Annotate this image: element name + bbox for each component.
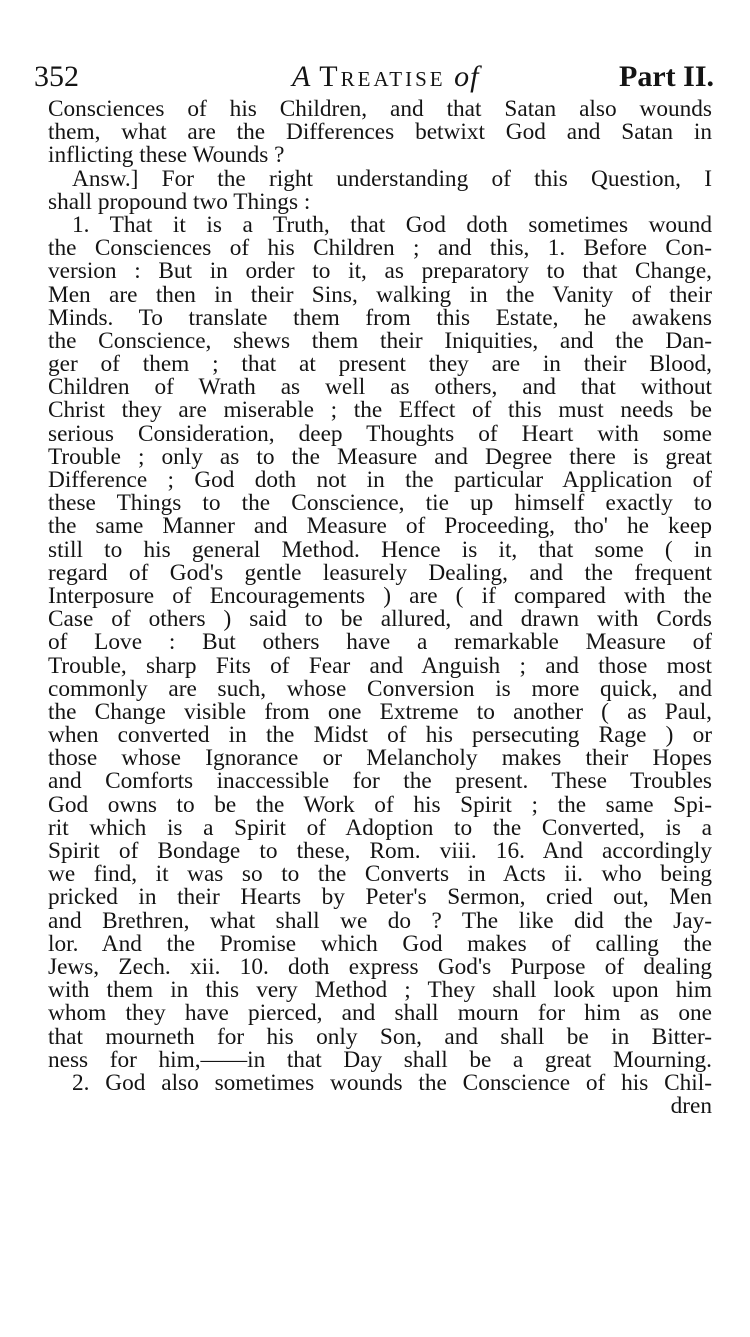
text-line: those whose Ignorance or Melancholy makes their Hopes [48,745,712,772]
text-line: version : But in order to it, as preparatory to that Change, [48,258,712,285]
text-line: rit which is a Spirit of Adoption to the Converted, is a [48,814,712,841]
text-line: and Comforts inaccessible for the present. These Troubles [48,768,712,795]
text-line: lor. And the Promise which God makes of calling the [48,930,712,957]
text-line: Spirit of Bondage to these, Rom. viii. 16. And accordingly [48,838,712,864]
text-line: with them in this very Method ; They shall look upon him [48,977,712,1004]
text-line: shall propound two Things : [48,188,311,215]
running-title-a: A [292,60,311,93]
text-line: the Change visible from one Extreme to another ( as Paul, [48,698,712,725]
text-line: inflicting these Wounds ? [48,142,285,169]
text-line: the Consciences of his Children ; and this, 1. Before Con- [48,235,712,262]
running-title-of: of [454,60,480,93]
text-line: Children of Wrath as well as others, and that without [48,374,712,401]
text-line: pricked in their Hearts by Peter's Sermon, cried out, Men [48,884,712,911]
catchword: dren [670,1093,712,1120]
text-line: ness for him,——in that Day shall be a great Mourning. [48,1046,712,1073]
text-line: Consciences of his Children, and that Satan also wounds [48,96,712,122]
text-line: these Things to the Conscience, tie up himself exactly to [48,490,712,517]
text-line: commonly are such, whose Conversion is more quick, and [48,675,712,702]
text-line: Case of others ) said to be allured, and drawn with Cords [48,606,712,633]
text-line: regard of God's gentle leasurely Dealing, and the frequent [48,559,712,586]
text-line: Difference ; God doth not in the particular Application of [48,467,712,493]
text-line: Trouble, sharp Fits of Fear and Anguish ; and those most [48,652,712,679]
text-line: them, what are the Differences betwixt God and Satan in [48,119,712,146]
text-line: Jews, Zech. xii. 10. doth express God's Purpose of dealing [48,953,712,980]
text-line: and Brethren, what shall we do ? The like did the Jay- [48,907,712,934]
text-line: we find, it was so to the Converts in Acts ii. who being [48,861,712,888]
text-line: whom they have pierced, and shall mourn for him as one [48,1000,712,1027]
running-header [34,58,714,96]
text-line: God owns to be the Work of his Spirit ; the same Spi- [48,791,712,818]
text-line: serious Consideration, deep Thoughts of Heart with some [48,420,712,447]
text-line: when converted in the Midst of his persecuting Rage ) or [48,722,712,749]
body-text [48,98,712,1118]
text-line: still to his general Method. Hence is it, that some ( in [48,536,712,563]
text-line: the same Manner and Measure of Proceeding, tho' he keep [48,513,712,540]
text-line: Men are then in their Sins, walking in the Vanity of their [48,281,712,308]
text-line: Minds. To translate them from this Estate, he awakens [48,304,712,331]
part-label: Part II. [619,60,714,93]
running-title [292,58,479,96]
text-line: ger of them ; that at present they are in their Blood, [48,351,712,378]
text-line: of Love : But others have a remarkable Measure of [48,629,712,656]
text-line: Trouble ; only as to the Measure and Degree there is great [48,443,712,470]
text-line: 1. That it is a Truth, that God doth sometimes wound [72,211,712,238]
text-line: Interposure of Encouragements ) are ( if compared with the [48,582,712,609]
text-line: the Conscience, shews them their Iniquities, and the Dan- [48,327,712,354]
text-line: Christ they are miserable ; the Effect of this must needs be [48,397,712,424]
running-title-treatise: Treatise [319,60,446,93]
text-line: that mourneth for his only Son, and shall be in Bitter- [48,1023,712,1050]
page-number: 352 [34,60,79,93]
text-line: 2. God also sometimes wounds the Conscience of his Chil- [72,1069,712,1096]
text-line: Answ.] For the right understanding of this Question, I [72,165,712,192]
